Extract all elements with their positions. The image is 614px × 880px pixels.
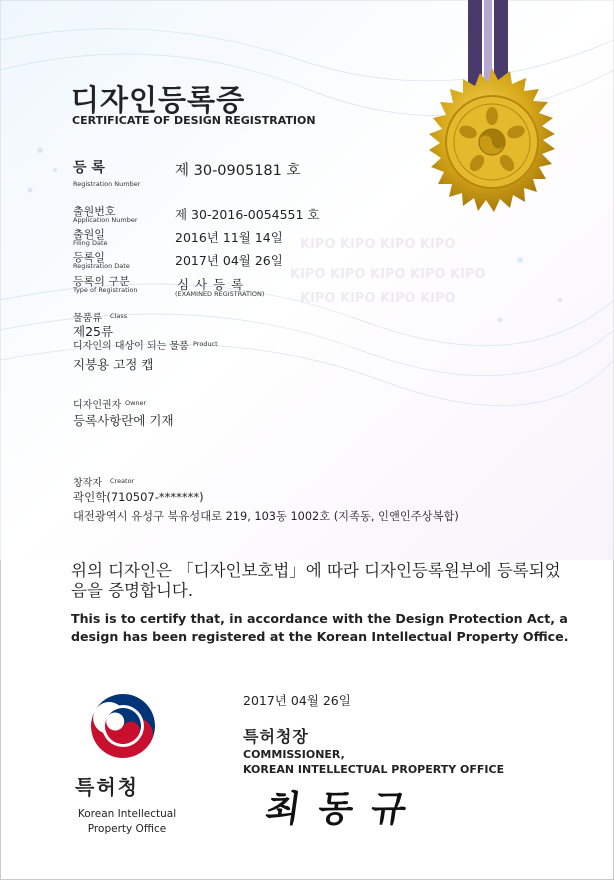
creator-label: 창작자	[73, 478, 102, 489]
kipo-taegeuk-logo-icon	[85, 688, 161, 764]
registration-number: 제 30-0905181 호	[175, 163, 301, 179]
certificate-title-english: CERTIFICATE OF DESIGN REGISTRATION	[72, 114, 316, 127]
type-value: 심 사 등 록	[177, 277, 245, 292]
owner-value: 등록사항란에 기재	[73, 413, 174, 428]
certification-statement-en: This is to certify that, in accordance with the Design Protection Act, a design has been registered at the Korean Intellectual Property Office.	[71, 611, 569, 644]
application-label-en: Application Number	[73, 216, 138, 224]
type-value-en: (EXAMINED REGISTRATION)	[175, 290, 265, 298]
product-label-en: Product	[193, 340, 218, 348]
type-label: 등록의 구분	[73, 275, 130, 288]
product-label: 디자인의 대상이 되는 물품	[73, 341, 189, 352]
type-label-en: Type of Registration	[73, 286, 138, 294]
svg-text:KIPO KIPO KIPO KIPO KIPO: KIPO KIPO KIPO KIPO KIPO	[290, 267, 486, 282]
issue-date: 2017년 04월 26일	[243, 693, 351, 708]
commissioner-title-en-2: KOREAN INTELLECTUAL PROPERTY OFFICE	[243, 763, 505, 776]
commissioner-signature: 최동규	[262, 788, 427, 830]
filing-date-label-en: Filing Date	[73, 239, 108, 247]
filing-date: 2016년 11월 14일	[175, 230, 283, 245]
commissioner-title-ko: 특허청장	[243, 727, 309, 746]
svg-text:KIPO KIPO KIPO KIPO: KIPO KIPO KIPO KIPO	[300, 237, 456, 252]
kipo-logo-name-en: Korean Intellectual Property Office	[77, 808, 177, 835]
application-number: 제 30-2016-0054551 호	[175, 207, 320, 222]
certificate-title: 디자인등록증	[71, 83, 246, 117]
certification-statement-ko: 위의 디자인은 「디자인보호법」에 따라 디자인등록원부에 등록되었음을 증명합니다.	[71, 561, 561, 600]
gold-seal-emblem	[418, 68, 566, 216]
class-label-en: Class	[110, 312, 128, 320]
application-label: 출원번호	[73, 205, 116, 218]
commissioner-title-en-1: COMMISSIONER,	[243, 748, 345, 761]
registration-date-label-en: Registration Date	[73, 262, 130, 270]
filing-date-label: 출원일	[73, 228, 105, 241]
class-label: 물품류	[73, 313, 102, 324]
registration-date: 2017년 04월 26일	[175, 253, 283, 268]
creator-address: 대전광역시 유성구 북유성대로 219, 103동 1002호 (지족동, 인앤인주상복합)	[73, 510, 459, 523]
product-value: 지붕용 고정 캡	[73, 357, 154, 372]
creator-label-en: Creator	[110, 477, 135, 485]
registration-date-label: 등록일	[73, 251, 105, 264]
owner-label-en: Owner	[125, 399, 147, 407]
kipo-logo-name-ko: 특허청	[75, 775, 139, 799]
owner-label: 디자인권자	[73, 400, 122, 411]
registration-label-en: Registration Number	[73, 180, 141, 188]
class-value: 제25류	[73, 324, 114, 339]
svg-text:KIPO KIPO KIPO KIPO: KIPO KIPO KIPO KIPO	[300, 291, 456, 306]
registration-label: 등 록	[73, 160, 105, 176]
creator-name: 곽인학(710507-*******)	[73, 490, 204, 504]
